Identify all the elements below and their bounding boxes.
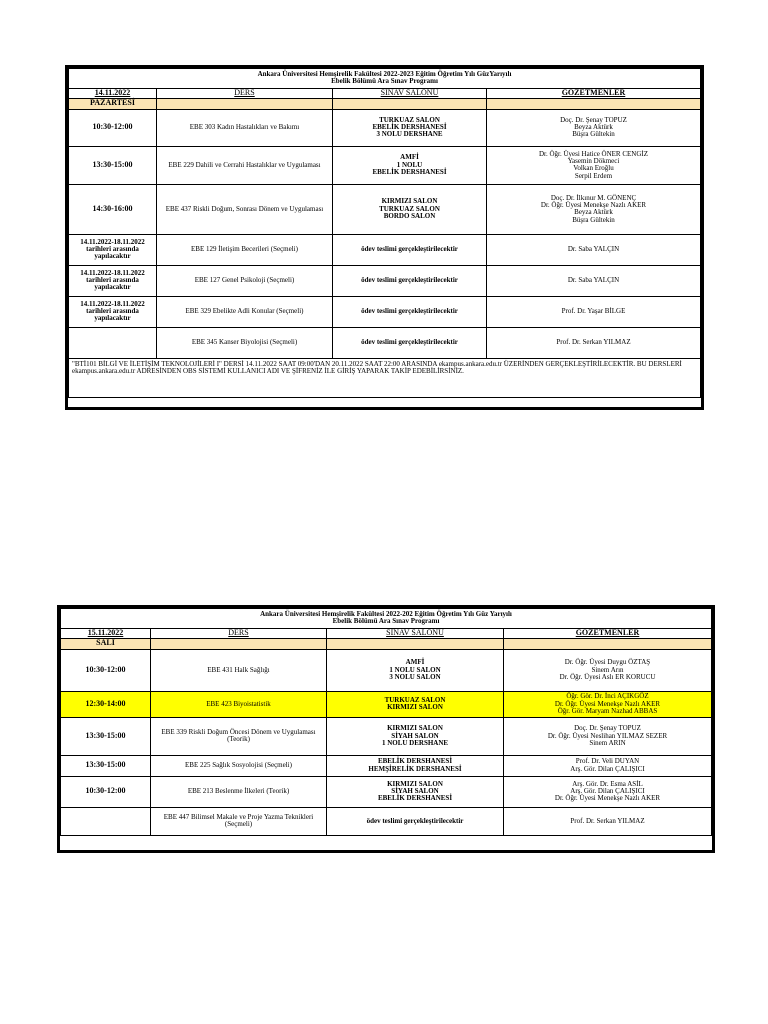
course-name: EBE 329 Ebelikte Adli Konular (Seçmeli) [157,296,333,327]
exam-room-line: TURKUAZ SALON [379,115,440,124]
exam-room-line: 1 NOLU [396,160,423,169]
table-row [61,691,712,717]
exam-date: 15.11.2022 [61,628,151,638]
proctors-line: Dr. Saba YALÇIN [567,245,620,254]
exam-schedule-tuesday [57,605,715,853]
course-name: EBE 431 Halk Sağlığı [151,649,327,691]
proctors [504,717,712,755]
proctors-line: Dr. Öğr. Üyesi Neslihan YILMAZ SEZER [547,731,668,740]
proctors-line: Prof. Dr. Serkan YILMAZ [556,338,631,347]
exam-time: 14.11.2022-18.11.2022 tarihleri arasında yapılacaktır [69,234,157,265]
proctors-line: Dr. Öğr. Üyesi Hatice ÖNER CENGİZ [538,149,649,158]
exam-time: 14.11.2022-18.11.2022 tarihleri arasında yapılacaktır [69,265,157,296]
proctors [487,327,701,358]
proctors-line: Dr. Öğr. Üyesi Menekşe Nazlı AKER [540,200,647,209]
course-name: EBE 339 Riskli Doğum Öncesi Dönem ve Uygulaması (Teorik) [151,717,327,755]
table-row [69,327,701,358]
exam-time [61,807,151,835]
proctors [504,649,712,691]
course-name: EBE 437 Riskli Doğum, Sonrası Dönem ve Uygulaması [157,184,333,234]
proctors-line: Arş. Gör. Dilan ÇALIŞICI [570,764,645,773]
exam-room-line: EBELİK DERSHANESİ [372,123,447,132]
proctors-line: Öğr. Gör. Dr. İnci AÇIKGÖZ [566,692,649,701]
exam-room [327,717,504,755]
course-name: EBE 229 Dahili ve Cerrahi Hastalıklar ve Uygulaması [157,146,333,184]
proctors-line: Yasemin Dökmeci [567,156,620,165]
exam-room [333,184,487,234]
table-row [61,717,712,755]
proctors-line: Serpil Erdem [574,171,613,180]
course-name: EBE 225 Sağlık Sosyolojisi (Seçmeli) [151,755,327,776]
proctors [487,184,701,234]
exam-room-line: KIRMIZI SALON [387,703,443,712]
exam-room-line: TURKUAZ SALON [379,204,440,213]
exam-room-line: EBELİK DERSHANESİ [377,757,453,766]
exam-time: 14.11.2022-18.11.2022 tarihleri arasında yapılacaktır [69,296,157,327]
proctors [504,691,712,717]
day-label: SALI [61,638,151,649]
table-row [69,146,701,184]
proctors-line: Volkan Eroğlu [573,164,614,173]
exam-room-line: ödev teslimi gerçekleştirilecektir [361,307,458,316]
proctors-line: Beyza Aktürk [574,208,613,217]
exam-room [333,109,487,146]
exam-time: 13:30-15:00 [61,717,151,755]
exam-room-line: ödev teslimi gerçekleştirilecektir [361,245,458,254]
proctors [504,755,712,776]
exam-time: 10:30-12:00 [61,776,151,807]
course-name: EBE 423 Biyoistatistik [151,691,327,717]
exam-room-line: 1 NOLU SALON [389,665,441,674]
exam-schedule-monday [65,65,704,410]
table-row [61,755,712,776]
proctors [504,807,712,835]
course-name: EBE 127 Genel Psikoloji (Seçmeli) [157,265,333,296]
exam-room-line: KIRMIZI SALON [387,724,443,733]
proctors [487,234,701,265]
exam-room [333,296,487,327]
proctors-line: Dr. Öğr. Üyesi Aslı ER KORUCU [559,672,656,681]
exam-time: 10:30-12:00 [61,649,151,691]
course-name: EBE 345 Kanser Biyolojisi (Seçmeli) [157,327,333,358]
exam-room [333,265,487,296]
proctors [487,296,701,327]
table-row [61,807,712,835]
exam-room-line: KIRMIZI SALON [387,779,443,788]
exam-room [327,776,504,807]
table-row [61,776,712,807]
exam-room-line: BORDO SALON [383,211,436,220]
exam-time: 12:30-14:00 [61,691,151,717]
schedule-table [68,68,701,398]
title-line-2: Ebelik Bölümü Ara Sınav Programı [332,617,440,626]
schedule-title [69,69,701,89]
exam-room [327,691,504,717]
schedule-title [61,609,712,629]
exam-room [333,146,487,184]
proctors-line: Dr. Öğr. Üyesi Menekşe Nazlı AKER [554,794,661,803]
proctors-line: Sinem Arın [591,665,624,674]
proctors-line: Sinem ARIN [589,738,626,747]
exam-room [333,327,487,358]
proctors-line: Büşra Gültekin [572,130,615,139]
exam-room [333,234,487,265]
exam-room-line: ödev teslimi gerçekleştirilecektir [361,338,458,347]
proctors-line: Arş. Gör. Dr. Esma ASİL [572,779,643,788]
proctors-line: Dr. Öğr. Üyesi Menekşe Nazlı AKER [554,699,661,708]
proctors-line: Prof. Dr. Yaşar BİLGE [561,307,626,316]
exam-time: 13:30-15:00 [69,146,157,184]
proctors [504,776,712,807]
proctors-line: Öğr. Gör. Maryam Nazhad ABBAS [557,706,658,715]
proctors [487,109,701,146]
exam-room-line: 3 NOLU SALON [389,672,441,681]
day-label: PAZARTESİ [69,98,157,109]
exam-room-line: AMFİ [400,153,419,162]
exam-room-line: 3 NOLU DERSHANE [376,130,443,139]
column-header-room: SINAV SALONU [333,88,487,98]
exam-room-line: EBELİK DERSHANESİ [377,794,453,803]
course-name: EBE 213 Beslenme İlkeleri (Teorik) [151,776,327,807]
exam-room-line: TURKUAZ SALON [384,695,446,704]
proctors-line: Doç. Dr. İlkınur M. GÖNENÇ [550,193,637,202]
exam-time [69,327,157,358]
exam-time: 10:30-12:00 [69,109,157,146]
exam-room [327,649,504,691]
proctors-line: Dr. Saba YALÇIN [567,276,620,285]
proctors-line: Arş. Gör. Dilan ÇALIŞICI [570,787,645,796]
table-row [69,184,701,234]
exam-room-line: EBELİK DERSHANESİ [372,167,447,176]
exam-date: 14.11.2022 [69,88,157,98]
exam-room-line: SİYAH SALON [391,787,439,796]
proctors-line: Dr. Öğr. Üyesi Duygu ÖZTAŞ [564,658,651,667]
exam-room-line: AMFİ [405,658,425,667]
exam-room-line: 1 NOLU DERSHANE [381,738,449,747]
column-header-room: SINAV SALONU [327,628,504,638]
proctors [487,265,701,296]
column-header-proctors: GÖZETMENLER [504,628,712,638]
table-row [69,234,701,265]
proctors-line: Doç. Dr. Şenay TOPUZ [560,115,627,124]
exam-room [327,755,504,776]
proctors [487,146,701,184]
exam-room [327,807,504,835]
table-row [69,296,701,327]
course-name: EBE 129 İletişim Becerileri (Seçmeli) [157,234,333,265]
exam-room-line: ödev teslimi gerçekleştirilecektir [366,816,464,825]
table-row [69,265,701,296]
column-header-proctors: GÖZETMENLER [487,88,701,98]
schedule-note: "BTİ101 BİLGİ VE İLETİŞİM TEKNOLOJİLERİ I" DERSİ 14.11.2022 SAAT 09:00'DAN 20.11.2022 SAAT 22:00 ARASINDA ekampus.ankara.edu.tr ÜZERİNDEN GERÇEKLEŞTİRİLECEKTİR. BU DERSLERİ ekampus.ankara.edu.tr ADRESİNDEN OBS SİSTEMİ KULLANICI ADI VE ŞİFRENİZ İLE GİRİŞ YAPARAK TAKİP EDEBİLİRSİNİZ. [69,358,701,397]
exam-room-line: HEMŞİRELİK DERSHANESİ [368,764,462,773]
column-header-course: DERS [151,628,327,638]
proctors-line: Prof. Dr. Serkan YILMAZ [570,816,645,825]
table-row [61,649,712,691]
course-name: EBE 447 Bilimsel Makale ve Proje Yazma Teknikleri (Seçmeli) [151,807,327,835]
exam-time: 14:30-16:00 [69,184,157,234]
proctors-line: Beyza Aktürk [574,123,613,132]
title-line-1: Ankara Üniversitesi Hemşirelik Fakültesi 2022-2023 Eğitim Öğretim Yılı GüzYarıyılı [257,70,512,78]
course-name: EBE 303 Kadın Hastalıkları ve Bakımı [157,109,333,146]
exam-room-line: KIRMIZI SALON [381,197,438,206]
table-row [69,109,701,146]
schedule-table [60,608,712,836]
proctors-line: Prof. Dr. Veli DUYAN [575,757,640,766]
exam-room-line: SİYAH SALON [391,731,439,740]
exam-time: 13:30-15:00 [61,755,151,776]
column-header-course: DERS [157,88,333,98]
proctors-line: Doç. Dr. Şenay TOPUZ [574,724,641,733]
exam-room-line: ödev teslimi gerçekleştirilecektir [361,276,458,285]
title-line-2: Ebelik Bölümü Ara Sınav Programı [331,77,438,86]
proctors-line: Büşra Gültekin [572,215,615,224]
title-line-1: Ankara Üniversitesi Hemşirelik Fakültesi 2022-202 Eğitim Öğretim Yılı Güz Yarıyılı [260,610,512,618]
